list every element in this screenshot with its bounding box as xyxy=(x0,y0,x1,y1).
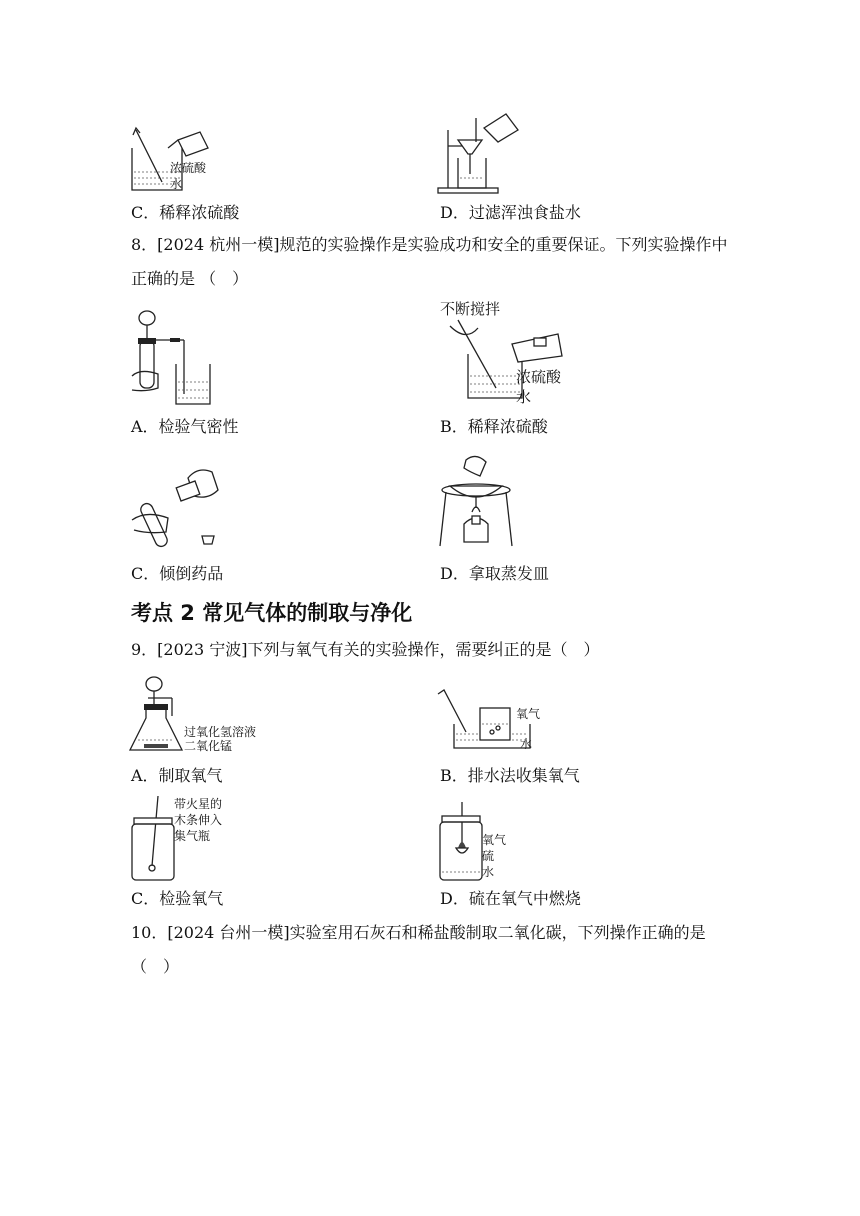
q9-b-label-water: 水 xyxy=(520,737,533,751)
q7-figure-d xyxy=(436,112,536,194)
q8-option-d: D．拿取蒸发皿 xyxy=(440,564,549,583)
q9-c-label-1: 带火星的 xyxy=(174,797,223,811)
q8-b-label-water: 水 xyxy=(516,388,532,406)
q8-option-c: C．倾倒药品 xyxy=(131,564,224,583)
q9-c-label-2: 木条伸入 xyxy=(174,813,223,827)
q9-figure-a xyxy=(128,670,278,756)
q9-figure-b xyxy=(436,688,556,754)
q8-b-label-acid: 浓硫酸 xyxy=(516,368,562,386)
q7-c-label-water: 水 xyxy=(170,177,183,191)
q7-option-c: C．稀释浓硫酸 xyxy=(131,203,240,222)
q9-d-label-water: 水 xyxy=(482,865,495,879)
q7-option-d: D．过滤浑浊食盐水 xyxy=(440,203,581,222)
q9-a-label-h2o2: 过氧化氢溶液 xyxy=(184,725,257,739)
q8-b-label-stir: 不断搅拌 xyxy=(440,300,501,318)
q8-figure-d xyxy=(436,452,536,550)
q9-d-label-sulfur: 硫 xyxy=(482,849,495,863)
q8-question-text: 8．[2024 杭州一模]规范的实验操作是实验成功和安全的重要保证。下列实验操作中正确的是 （ ） xyxy=(131,235,728,288)
section-heading: 考点 2 常见气体的制取与净化 xyxy=(131,601,413,625)
q8-figure-a xyxy=(128,304,228,408)
q7-figure-c xyxy=(128,126,248,196)
q9-figure-c xyxy=(128,794,248,882)
q9-a-label-mno2: 二氧化锰 xyxy=(184,739,233,753)
q9-c-label-3: 集气瓶 xyxy=(174,829,211,843)
q9-question-text: 9．[2023 宁波]下列与氧气有关的实验操作，需要纠正的是（ ） xyxy=(131,640,600,659)
q9-option-b: B．排水法收集氧气 xyxy=(440,766,580,785)
q9-option-c: C．检验氧气 xyxy=(131,889,224,908)
q9-option-a: A．制取氧气 xyxy=(131,766,223,785)
q8-figure-c xyxy=(128,460,228,552)
q9-figure-d xyxy=(436,800,546,882)
q7-c-label-acid: 浓硫酸 xyxy=(170,161,207,175)
q8-option-a: A．检验气密性 xyxy=(131,417,239,436)
q9-option-d: D．硫在氧气中燃烧 xyxy=(440,889,581,908)
q8-option-b: B．稀释浓硫酸 xyxy=(440,417,548,436)
q8-figure-b xyxy=(438,296,578,408)
q9-d-label-oxygen: 氧气 xyxy=(482,833,507,847)
q10-question-text: 10．[2024 台州一模]实验室用石灰石和稀盐酸制取二氧化碳，下列操作正确的是（ ） xyxy=(131,923,706,976)
q9-b-label-oxygen: 氧气 xyxy=(516,707,541,721)
